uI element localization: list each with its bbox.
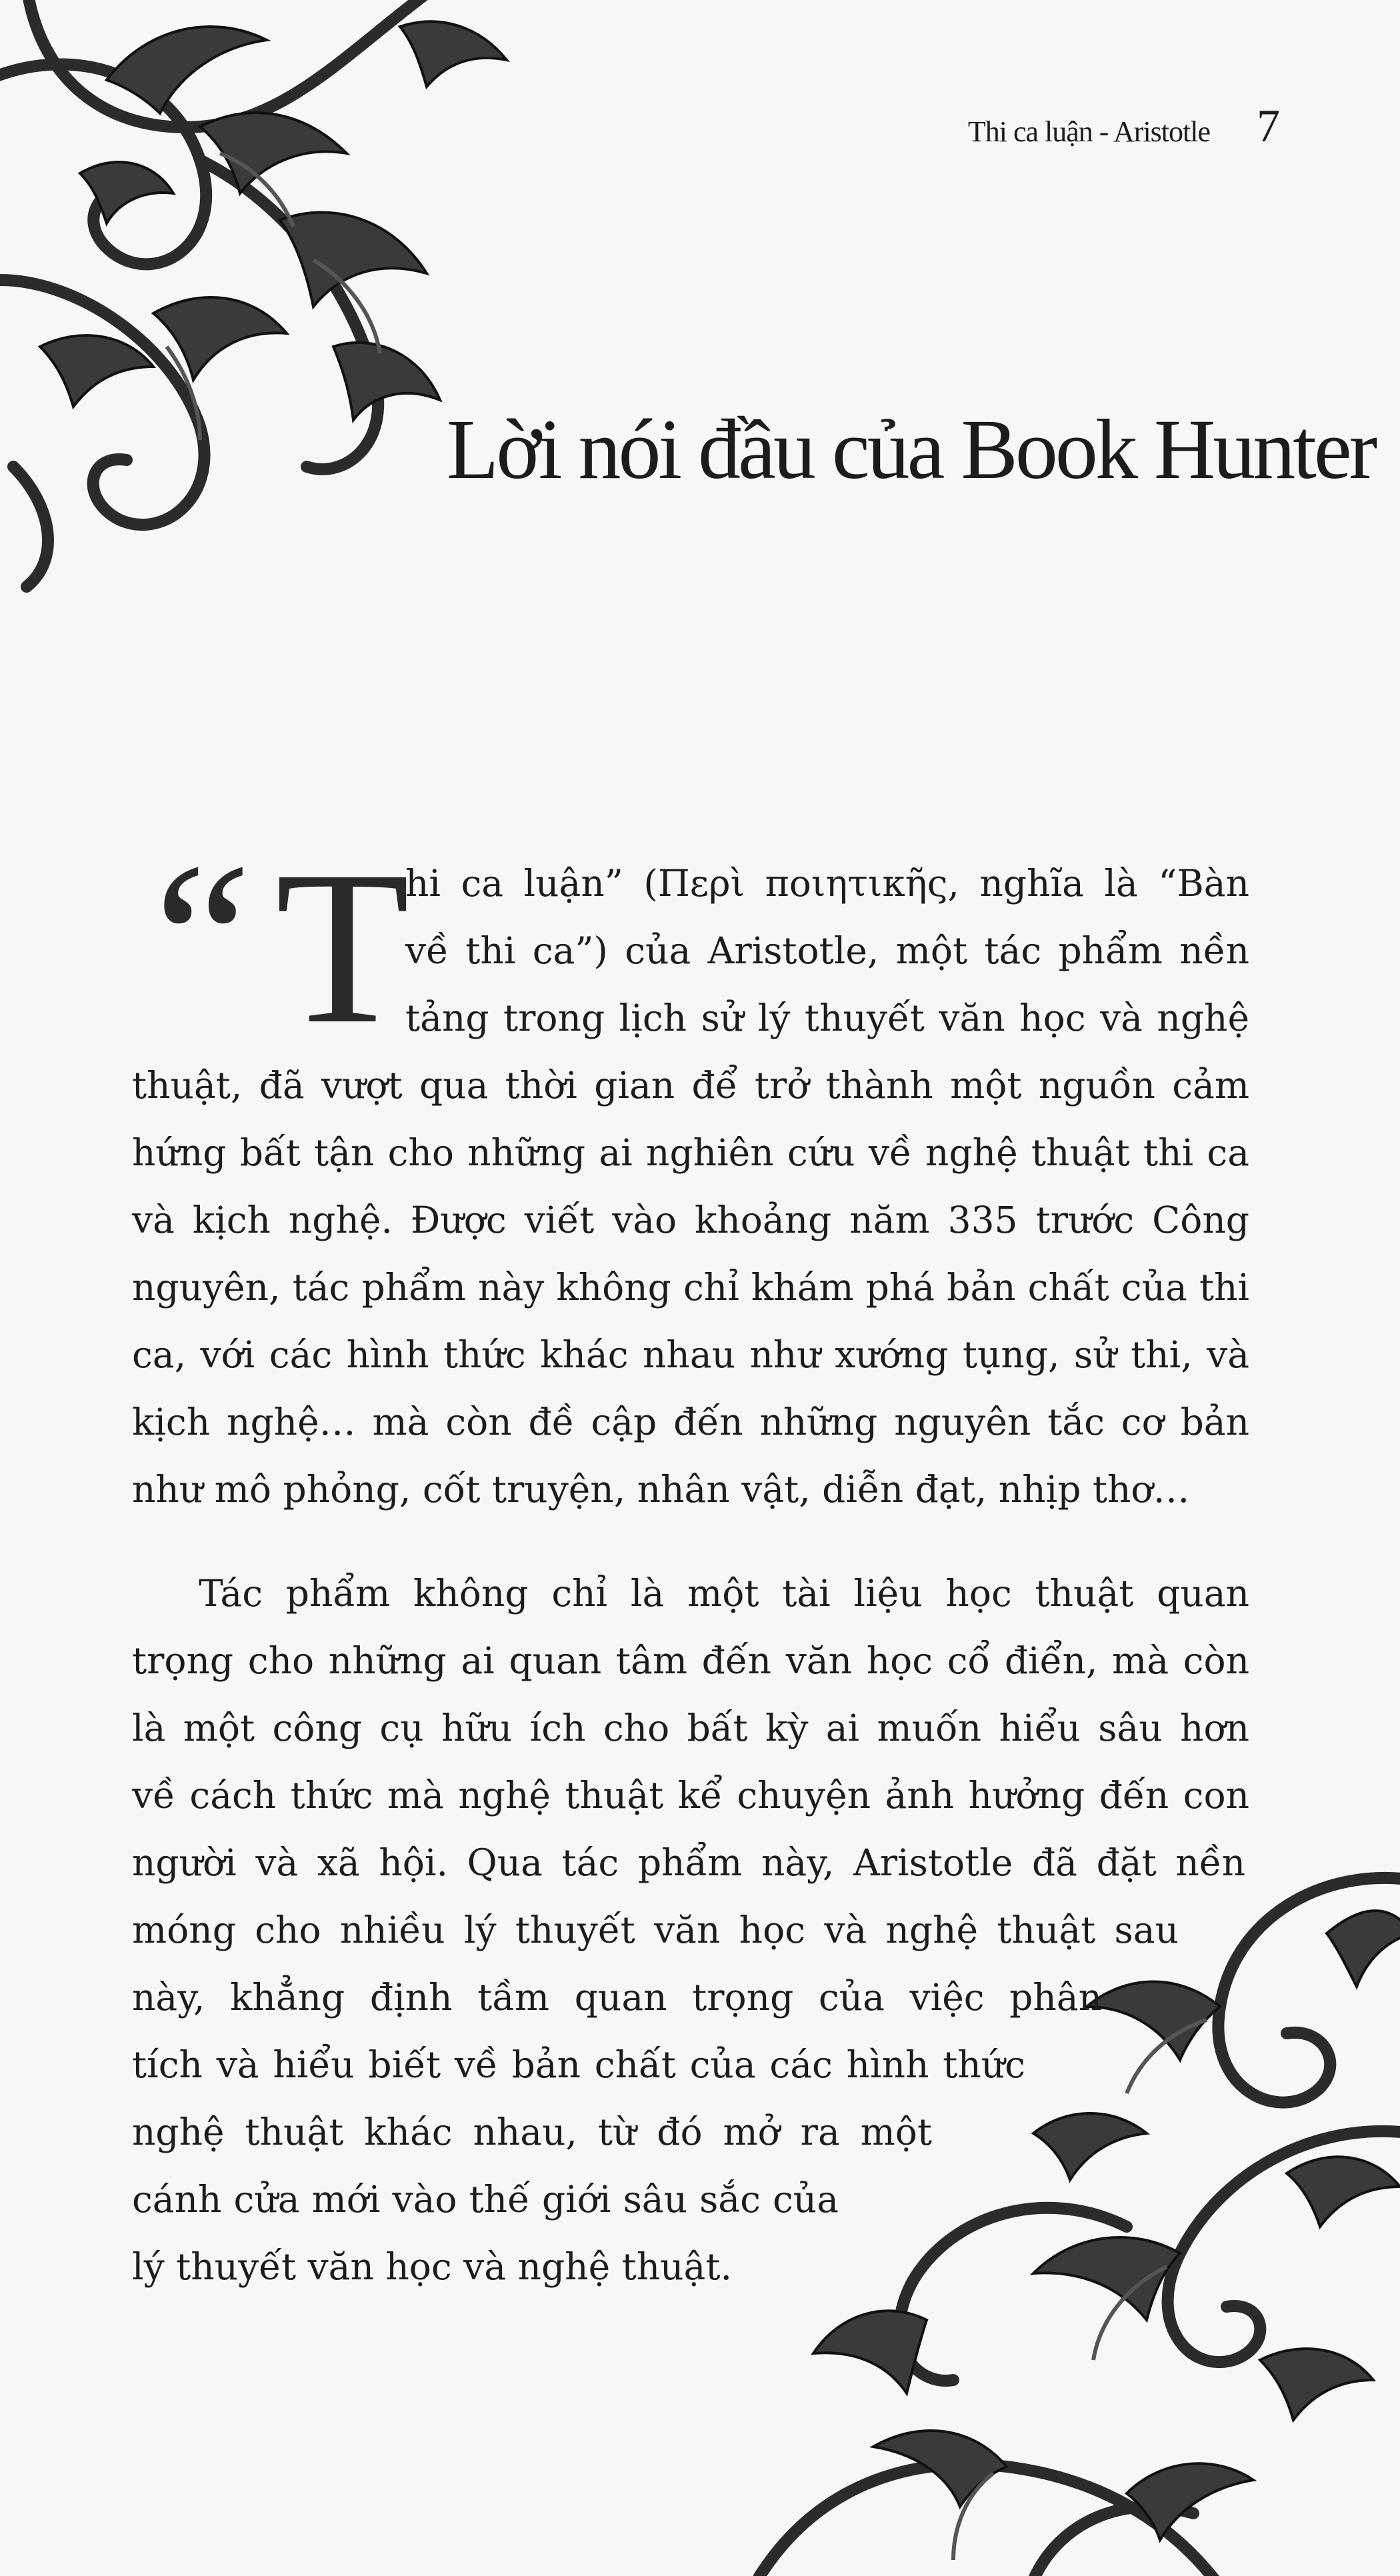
running-header (920, 100, 1280, 153)
text-line: như mô phỏng, cốt truyện, nhân vật, diễn đạt, nhịp thơ… (132, 1468, 1190, 1511)
text-line: ca, với các hình thức khác nhau như xướng tụng, sử thi, và (132, 1333, 1249, 1376)
opening-quote-mark: “ (132, 818, 255, 1061)
text-line: là một công cụ hữu ích cho bất kỳ ai muốn hiểu sâu hơn (132, 1707, 1249, 1749)
text-line: này, khẳng định tầm quan trọng của việc phân (132, 1976, 1102, 2019)
paragraph-1 (132, 818, 1249, 1523)
dropcap (85, 818, 410, 1069)
drop-cap-letter: T (275, 826, 410, 1069)
text-line: cánh cửa mới vào thế giới sâu sắc của (132, 2178, 839, 2221)
text-line: về thi ca”) của Aristotle, một tác phẩm nền (405, 929, 1249, 972)
text-line: móng cho nhiều lý thuyết văn học và nghệ thuật sau (132, 1909, 1179, 1951)
page-number: 7 (1257, 101, 1280, 152)
top-left-ornament (0, 0, 600, 600)
text-line: trọng cho những ai quan tâm đến văn học cổ điển, mà còn (132, 1639, 1249, 1682)
text-line: lý thuyết văn học và nghệ thuật. (132, 2245, 732, 2288)
text-line: hứng bất tận cho những ai nghiên cứu về nghệ thuật thi ca (132, 1131, 1249, 1174)
body-text (132, 818, 1249, 2301)
text-line: hi ca luận” (Περὶ ποιητικῆς, nghĩa là “Bàn (405, 862, 1249, 905)
running-title: Thi ca luận - Aristotle (967, 115, 1210, 148)
text-line: tích và hiểu biết về bản chất của các hình thức (132, 2043, 1025, 2086)
text-line: và kịch nghệ. Được viết vào khoảng năm 335 trước Công (132, 1199, 1249, 1241)
text-line: kịch nghệ… mà còn đề cập đến những nguyên tắc cơ bản (132, 1401, 1249, 1443)
chapter-title: Lời nói đầu của Book Hunter (447, 402, 1375, 497)
text-line: nguyên, tác phẩm này không chỉ khám phá bản chất của thi (132, 1266, 1249, 1309)
text-line: tảng trong lịch sử lý thuyết văn học và nghệ (405, 997, 1249, 1039)
text-line: Tác phẩm không chỉ là một tài liệu học thuật quan (199, 1572, 1249, 1615)
paragraph-2 (132, 1560, 1249, 2301)
text-line: người và xã hội. Qua tác phẩm này, Aristotle đã đặt nền (132, 1841, 1245, 1884)
text-line: về cách thức mà nghệ thuật kể chuyện ảnh hưởng đến con (132, 1774, 1249, 1817)
text-line: thuật, đã vượt qua thời gian để trở thành một nguồn cảm (132, 1064, 1249, 1107)
text-line: nghệ thuật khác nhau, từ đó mở ra một (132, 2111, 932, 2153)
